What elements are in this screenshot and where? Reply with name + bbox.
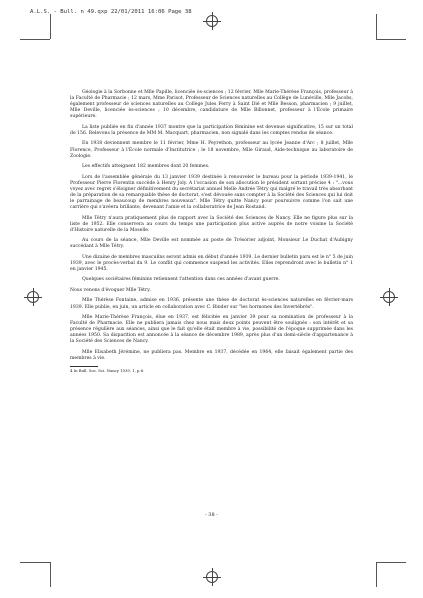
body-paragraph: Mlle Marie-Thérèse François, élue en 1937, est félicitée en janvier 39 pour sa nomination de professeur à la Faculté de Pharmacie. Elle ne publiera jamais chez nous mais deux points peuvent être soulignés : son intérêt et sa présence régulière aux séances, ainsi que le fait qu'elle était membre à vie, possibilité de l'époque supprimée dans les années 1950. Sa disparition est annoncée à la séance de décembre 1989, après plus d'un demi-siècle d'appartenance à la Société des Sciences de Nancy. [70, 315, 353, 345]
body-paragraph: Les effectifs atteignent 182 membres dont 20 femmes. [82, 164, 210, 170]
body-paragraph: Une dizaine de membres masculins seront admis en début d'année 1939. Le dernier bulletin paru est le n° 5 de juin 1939, avec le procès-verbal du 9. Le conflit qui commence suspend les activités. Elles reprendront avec le bulletin n° 1 en janvier 1945. [70, 254, 353, 272]
crop-mark-bottom-left-v [50, 562, 51, 587]
crop-mark-top-right-h [376, 39, 406, 40]
footnote: 4 In Bull. Soc. Sci. Nancy 1939, 1, p.6. [70, 367, 145, 373]
registration-mark-right [380, 288, 398, 306]
body-paragraph: Nous venons d'évoquer Mlle Tétry. [70, 287, 151, 293]
print-slug-line: A.L.S. - Bull. n 49.qxp 22/01/2011 16:06 Page 38 [30, 9, 192, 15]
crop-mark-bottom-right-v [376, 562, 377, 587]
registration-mark-top [203, 12, 221, 30]
body-paragraph: Quelques sociétaires féminins retiennent l'attention dans ces années d'avant guerre. [82, 277, 280, 283]
crop-mark-top-right-v [376, 14, 377, 39]
registration-mark-bottom [203, 568, 221, 586]
body-paragraph: Mlle Tétry n'aura pratiquement plus de rapport avec la Société des Sciences de Nancy. Elle ne figure plus sur la liste de 1952. Elle conservera au cours du temps une participation plus active auprès de notre voisine la Société d'Histoire naturelle de la Moselle. [70, 215, 353, 233]
crop-mark-top-left-v [50, 14, 51, 39]
body-paragraph: Mlle Elisabeth Jérémine, ne publiera pas. Membre en 1937, décédée en 1964, elle faisait également partie des membres à vie. [70, 349, 353, 361]
article-body [70, 90, 353, 373]
body-paragraph: En 1938 deviennent membre le 11 février, Mme H. Peyrethon, professeur au lycée Jeanne d'Arc ; 8 juillet, Mlle Florence, Professeur à l'École normale d'Institutrice ; le 18 novembre, Mlle Giraud, Aide-technique au laboratoire de Zoologie. [70, 141, 353, 159]
footnote-rule [70, 366, 98, 367]
crop-mark-bottom-right-h [376, 562, 406, 563]
body-paragraph: Géologie à la Sorbonne et Mlle Papille, licenciée ès-sciences ; 12 février, Mlle Marie-Thérèse François, professeur à la Faculté de Pharmacie ; 12 mars, Mme Parisot, Professeur de Sciences naturelles au Collège de Lunéville, Mlle Jacobs, également professeur de sciences naturelles au Collège Jules Ferry à Saint Dié et Mlle Besson, pharmacien ; 9 juillet, Mlle Deville, licenciée ès-sciences ; 10 décembre, candidature de Mlle Billonnet, professeur à l'École primaire supérieure. [70, 90, 353, 120]
body-paragraph: Mlle Thérèse Fontaine, admise en 1936, présente une thèse de doctorat ès-sciences naturelles en février-mars 1939. Elle publie, en juin, un article en collaboration avec C. Binder sur "les hormones des Invertébrés". [70, 298, 353, 310]
body-paragraph: Au cours de la séance, Mlle Deville est nommée au poste de Trésorier adjoint, Monsieur Le Duchat d'Aubigny succédant à Mlle Tétry. [70, 238, 353, 250]
registration-mark-left [24, 288, 42, 306]
body-paragraph: La liste publiée en fin d'année 1937 montre que la participation féminine est devenue significative, 15 sur un total de 156. Relevons la présence de MM M. Macquart, pharmacien, non signalé dans les comptes rendus de séance. [70, 124, 353, 136]
crop-mark-top-left-h [20, 39, 50, 40]
body-paragraph: Lors de l'assemblée générale du 13 janvier 1939 destinée à renouveler le bureau pour la période 1939-1941, le Professeur Pierre Florentin succède à Henry Joly. A l'occasion de son allocution le président sortant précise 4 : "...vous voyez avec regret s'éloigner définitivement du secrétariat annuel Melle Andrée Tétry qui malgré le travail très absorbant de la préparation de sa remarquable thèse de doctorat, s'est dévouée sans compter à la Société des Sciences qui lui doit le parrainage de beaucoup de membres nouveaux". Mlle Tétry quitte Nancy pour poursuivre comme l'on sait une carrière qui s'avéera brillante, devenant l'amie et la collaboratrice de Jean Rostand. [70, 174, 353, 211]
crop-mark-bottom-left-h [20, 562, 50, 563]
page-number: - 38 - [205, 512, 218, 518]
